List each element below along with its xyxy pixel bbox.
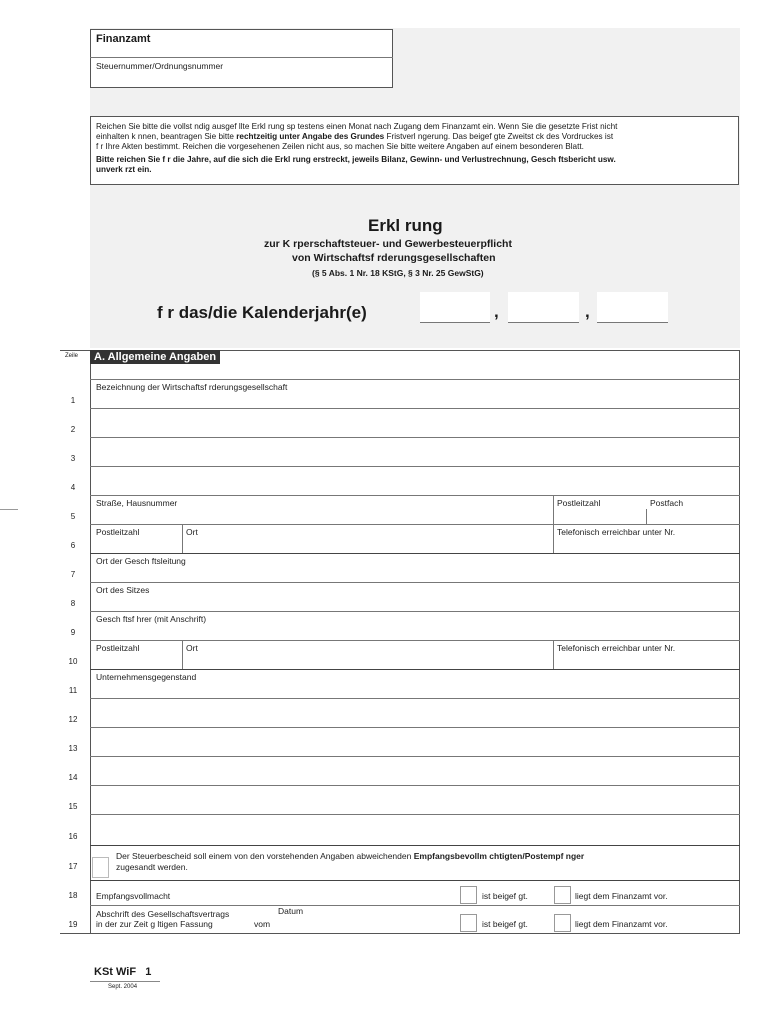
datum-label: Datum [278,906,304,916]
form-date: Sept. 2004 [108,984,138,990]
empfangsvollmacht-label: Empfangsvollmacht [96,891,171,901]
form-title: Erkl rung [368,216,443,235]
row-number: 13 [68,744,78,753]
row-18-line [90,905,740,906]
unternehmensgegenstand-label: Unternehmensgegenstand [96,672,197,682]
steuernummer-label: Steuernummer/Ordnungsnummer [96,61,224,71]
form-id-underline [90,981,160,982]
empfangsvollmacht-beigefuegt-checkbox[interactable] [460,886,477,904]
row17-text-line-1: Der Steuerbescheid soll einem von den vorstehenden Angaben abweichenden Empfangsbevollm chtigten/Postempf nger [116,851,585,861]
row-number: 19 [68,920,78,929]
row-number: 18 [68,891,78,900]
empfangsbevollmaechtigter-checkbox[interactable] [92,857,109,878]
ort-label-row10: Ort [186,643,198,653]
form-id: KSt WiF 1 [94,966,152,978]
row-number: 2 [70,425,76,434]
unternehmensgegenstand-field[interactable] [91,670,739,844]
bezeichnung-label: Bezeichnung der Wirtschaftsf rderungsgesellschaft [96,382,288,392]
instructions-line-5: unverk rzt ein. [96,165,152,174]
row-number: 8 [70,599,76,608]
year-comma-1: , [494,302,499,321]
zeile-label: Zeile [65,353,79,359]
row-number: 17 [68,862,78,871]
ort-geschaeftsleitung-field[interactable] [91,554,739,582]
row17-text-line-2: zugesandt werden. [116,862,188,872]
ort-sitz-label: Ort des Sitzes [96,585,150,595]
row-number: 14 [68,773,78,782]
ort-label-row6: Ort [186,527,198,537]
empfangsvollmacht-liegt-vor-label: liegt dem Finanzamt vor. [575,891,668,901]
bezeichnung-field-line-2[interactable] [91,409,739,437]
ort-field-row10[interactable] [183,641,552,669]
instructions-line-1: Reichen Sie bitte die vollst ndig ausgef llte Erkl rung sp testens einen Monat nach Zugang dem Finanzamt ein. Wenn Sie die gesetzte Frist nicht [96,122,618,131]
datum-field[interactable] [276,915,456,932]
bezeichnung-field-line-4[interactable] [91,467,739,495]
abschrift-beigefuegt-checkbox[interactable] [460,914,477,932]
instructions-line-3: f r Ihre Akten bestimmt. Reichen die vorgesehenen Zeilen nicht aus, so machen Sie bitte weitere Angaben auf einem besonderen Blatt. [96,142,584,151]
form-legal-reference: (§ 5 Abs. 1 Nr. 18 KStG, § 3 Nr. 25 GewStG) [312,268,484,278]
row-number: 7 [70,570,76,579]
empfangsvollmacht-beigefuegt-label: ist beigef gt. [482,891,528,901]
row-16-line [90,845,740,846]
year-field-3[interactable] [597,292,668,323]
form-subtitle-1: zur K rperschaftsteuer- und Gewerbesteuerpflicht [264,238,512,250]
row-number: 15 [68,802,78,811]
postleitzahl-label-row10: Postleitzahl [96,643,140,653]
margin-fold-mark [0,509,18,510]
abschrift-label-line-2: in der zur Zeit g ltigen Fassung [96,919,213,929]
ort-geschaeftsleitung-label: Ort der Gesch ftsleitung [96,556,186,566]
postfach-label: Postfach [650,498,684,508]
instructions-line-4: Bitte reichen Sie f r die Jahre, auf die sich die Erkl rung erstreckt, jeweils Bilanz, Gewinn- und Verlustrechnung, Gesch ftsbericht usw. [96,155,616,164]
finanzamt-divider [90,57,393,58]
abschrift-label-line-1: Abschrift des Gesellschaftsvertrags [96,909,230,919]
empfangsvollmacht-liegt-vor-checkbox[interactable] [554,886,571,904]
strasse-label: Straße, Hausnummer [96,498,178,508]
row-number: 9 [70,628,76,637]
ort-field-row6[interactable] [183,525,552,553]
abschrift-liegt-vor-checkbox[interactable] [554,914,571,932]
section-a-heading: A. Allgemeine Angaben [90,350,220,364]
finanzamt-label: Finanzamt [96,33,151,45]
telefon-label-row10: Telefonisch erreichbar unter Nr. [557,643,676,653]
year-field-2[interactable] [508,292,579,323]
calendar-years-label: f r das/die Kalenderjahr(e) [157,303,367,322]
row-number: 12 [68,715,78,724]
row-number: 10 [68,657,78,666]
row-number: 5 [70,512,76,521]
instructions-line-2: einhalten k nnen, beantragen Sie bitte rechtzeitig unter Angabe des Grundes Fristverl ngerung. Das beigef gte Zweitst ck des Vordruckes ist [96,132,614,141]
row-17-line [90,880,740,881]
postleitzahl-label-row6: Postleitzahl [96,527,140,537]
abschrift-liegt-vor-label: liegt dem Finanzamt vor. [575,919,668,929]
year-field-1[interactable] [420,292,490,323]
telefon-label-row6: Telefonisch erreichbar unter Nr. [557,527,676,537]
row-number: 11 [68,686,78,695]
row-number: 3 [70,454,76,463]
form-subtitle-2: von Wirtschaftsf rderungsgesellschaften [292,252,496,264]
abschrift-beigefuegt-label: ist beigef gt. [482,919,528,929]
vom-label: vom [254,919,271,929]
row-number: 4 [70,483,76,492]
row-number: 6 [70,541,76,550]
row-number: 16 [68,832,78,841]
postleitzahl-label-row5: Postleitzahl [557,498,601,508]
row-number: 1 [70,396,76,405]
ort-sitz-field[interactable] [91,583,739,611]
year-comma-2: , [585,302,590,321]
geschaeftsfuehrer-label: Gesch ftsf hrer (mit Anschrift) [96,614,207,624]
bezeichnung-field-line-3[interactable] [91,438,739,466]
